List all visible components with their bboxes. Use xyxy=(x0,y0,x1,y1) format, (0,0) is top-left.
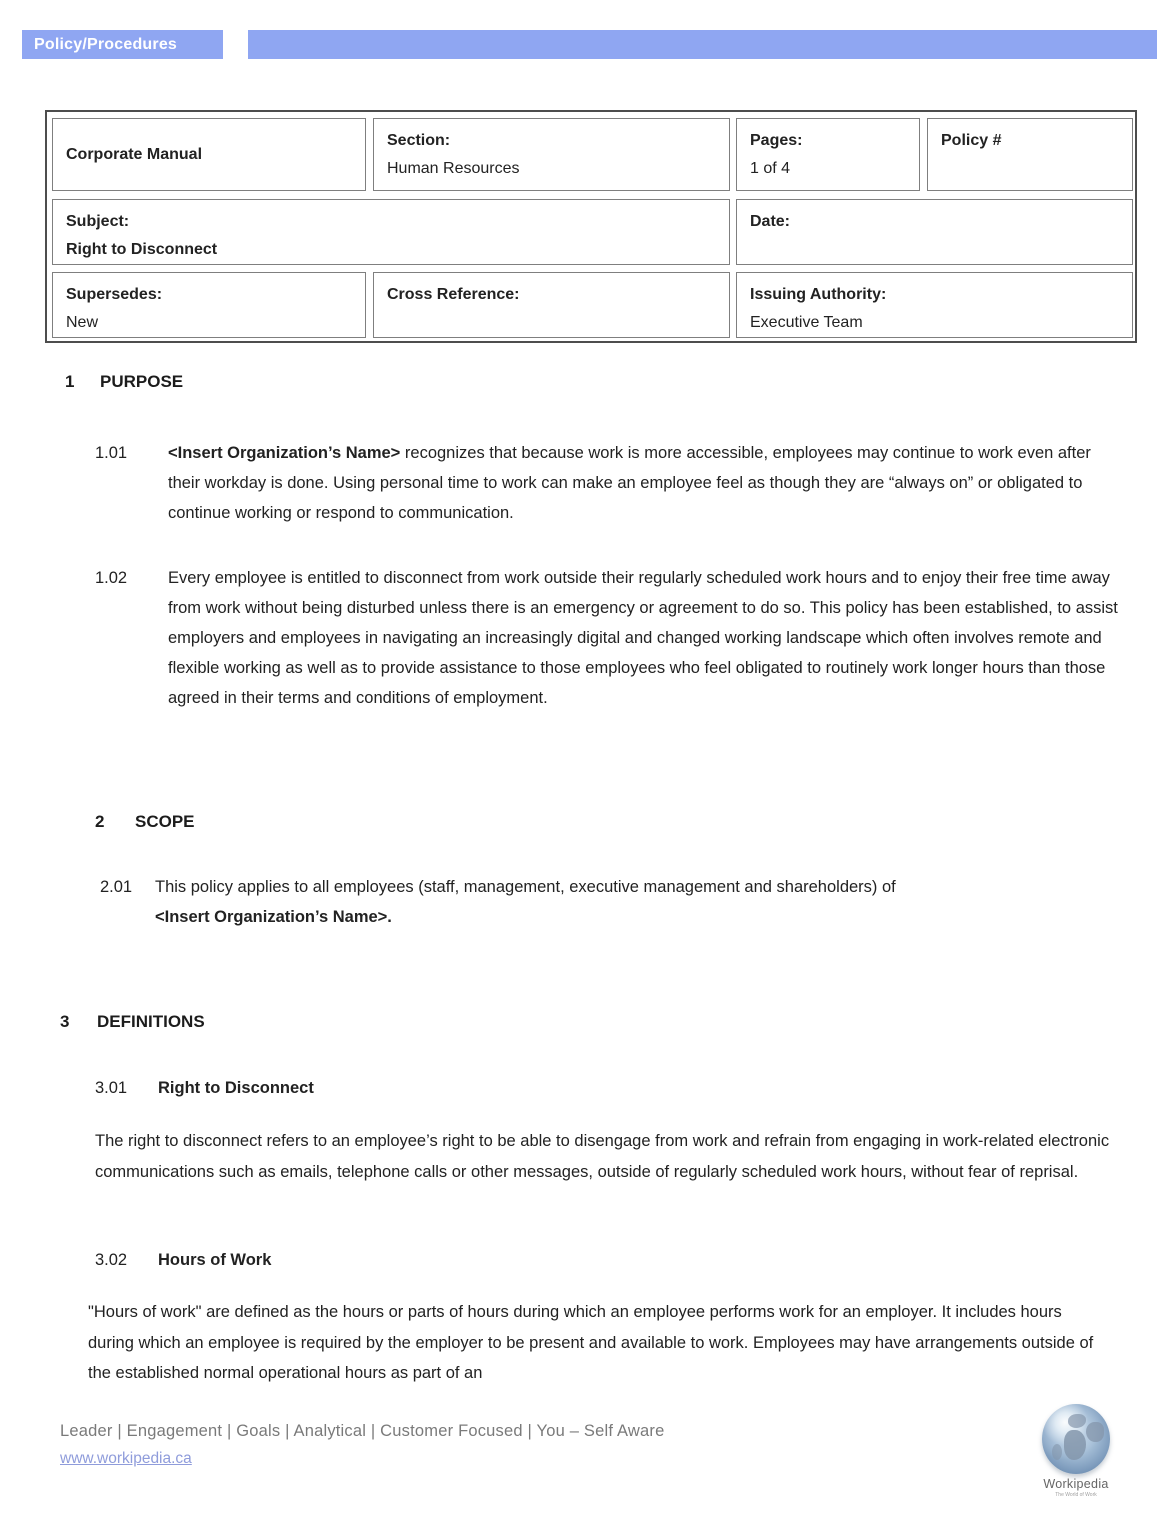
cell-issuing-authority xyxy=(736,272,1133,338)
definition-hours-of-work: "Hours of work" are defined as the hours or parts of hours during which an employee performs work for an employer. It includes hours during which an employee is required by the employer to be present and available to work. Employees may have arrangements outside of the established normal operational hours as part of an xyxy=(88,1303,1094,1382)
globe-continent-shape xyxy=(1086,1422,1104,1442)
supersedes-value: New xyxy=(66,314,99,331)
logo-name: Workipedia xyxy=(1043,1477,1109,1491)
date-label: Date: xyxy=(750,213,791,230)
cell-corporate-manual xyxy=(52,118,366,191)
section-heading-purpose xyxy=(65,372,183,392)
paragraph-body: Every employee is entitled to disconnect from work outside their regularly scheduled work hours and to enjoy their free time away from work without being disturbed unless there is an emergency or agreement to do so. This policy has been established, to assist employers and employees in navigating an increasingly digital and changed working landscape which often involves remote and flexible working as well as to provide assistance to those employees who feel obligated to routinely work longer hours than those agreed in their terms and conditions of employment. xyxy=(168,569,1118,707)
globe-continent-shape xyxy=(1052,1444,1062,1460)
cell-subject xyxy=(52,199,730,265)
paragraph-number: 1.02 xyxy=(95,569,128,587)
subsection-heading-right-to-disconnect xyxy=(95,1077,314,1099)
insert-org-name-placeholder: <Insert Organization’s Name> xyxy=(168,444,401,462)
cell-date xyxy=(736,199,1133,265)
section-heading-scope xyxy=(95,812,195,832)
policy-header-table xyxy=(45,110,1137,343)
globe-icon xyxy=(1042,1404,1110,1474)
paragraph-text xyxy=(155,872,1105,932)
issuing-authority-label: Issuing Authority: xyxy=(750,286,887,303)
subsection-heading-hours-of-work xyxy=(95,1249,271,1271)
section-label: Section: xyxy=(387,132,451,149)
banner-label: Policy/Procedures xyxy=(22,30,223,59)
subsection-number: 3.02 xyxy=(95,1251,128,1269)
issuing-authority-value: Executive Team xyxy=(750,314,863,331)
globe-continent-shape xyxy=(1068,1414,1086,1428)
paragraph-number: 1.01 xyxy=(95,444,128,462)
subsection-title: Hours of Work xyxy=(158,1251,272,1269)
cross-reference-label: Cross Reference: xyxy=(387,286,520,303)
paragraph-1-01 xyxy=(95,438,1116,528)
section-title: DEFINITIONS xyxy=(97,1012,205,1031)
cell-policy-number xyxy=(927,118,1133,191)
section-number: 2 xyxy=(95,812,105,831)
paragraph-2-01 xyxy=(100,872,1105,932)
paragraph-body: recognizes that because work is more accessible, employees may continue to work even after their workday is done. Using personal time to work can make an employee feel as though they are “always on” or obligated to continue working or respond to communication. xyxy=(168,444,1091,522)
cell-pages xyxy=(736,118,920,191)
workipedia-link[interactable]: www.workipedia.ca xyxy=(60,1450,192,1467)
cell-section xyxy=(373,118,730,191)
pages-label: Pages: xyxy=(750,132,803,149)
banner-bar xyxy=(248,30,1157,59)
section-number: 3 xyxy=(60,1012,70,1031)
workipedia-logo xyxy=(1036,1404,1116,1498)
supersedes-label: Supersedes: xyxy=(66,286,163,303)
corporate-manual-label: Corporate Manual xyxy=(66,145,203,163)
paragraph-1-02 xyxy=(95,563,1120,713)
section-value: Human Resources xyxy=(387,160,520,177)
policy-number-label: Policy # xyxy=(941,132,1002,149)
cell-supersedes xyxy=(52,272,366,338)
section-number: 1 xyxy=(65,372,75,391)
subsection-number: 3.01 xyxy=(95,1079,128,1097)
subject-label: Subject: xyxy=(66,213,130,230)
insert-org-name-placeholder: <Insert Organization’s Name>. xyxy=(155,908,392,926)
paragraph-number: 2.01 xyxy=(100,878,133,896)
pages-value: 1 of 4 xyxy=(750,160,791,177)
subject-value: Right to Disconnect xyxy=(66,241,218,258)
paragraph-text xyxy=(168,438,1116,528)
subsection-title: Right to Disconnect xyxy=(158,1079,314,1097)
section-title: PURPOSE xyxy=(100,372,184,391)
definition-right-to-disconnect: The right to disconnect refers to an employee’s right to be able to disengage from work and refrain from engaging in work-related electronic communications such as emails, telephone calls or other messages, outside of regularly scheduled work hours, without fear of reprisal. xyxy=(95,1132,1110,1181)
footer-tagline: Leader | Engagement | Goals | Analytical | Customer Focused | You – Self Aware xyxy=(60,1422,665,1440)
paragraph-body: This policy applies to all employees (staff, management, executive management and shareholders) of xyxy=(155,878,896,896)
cell-cross-reference xyxy=(373,272,730,338)
logo-tagline: The World of Work xyxy=(1055,1492,1097,1498)
section-title: SCOPE xyxy=(135,812,195,831)
globe-continent-shape xyxy=(1064,1430,1086,1460)
section-heading-definitions xyxy=(60,1012,205,1032)
